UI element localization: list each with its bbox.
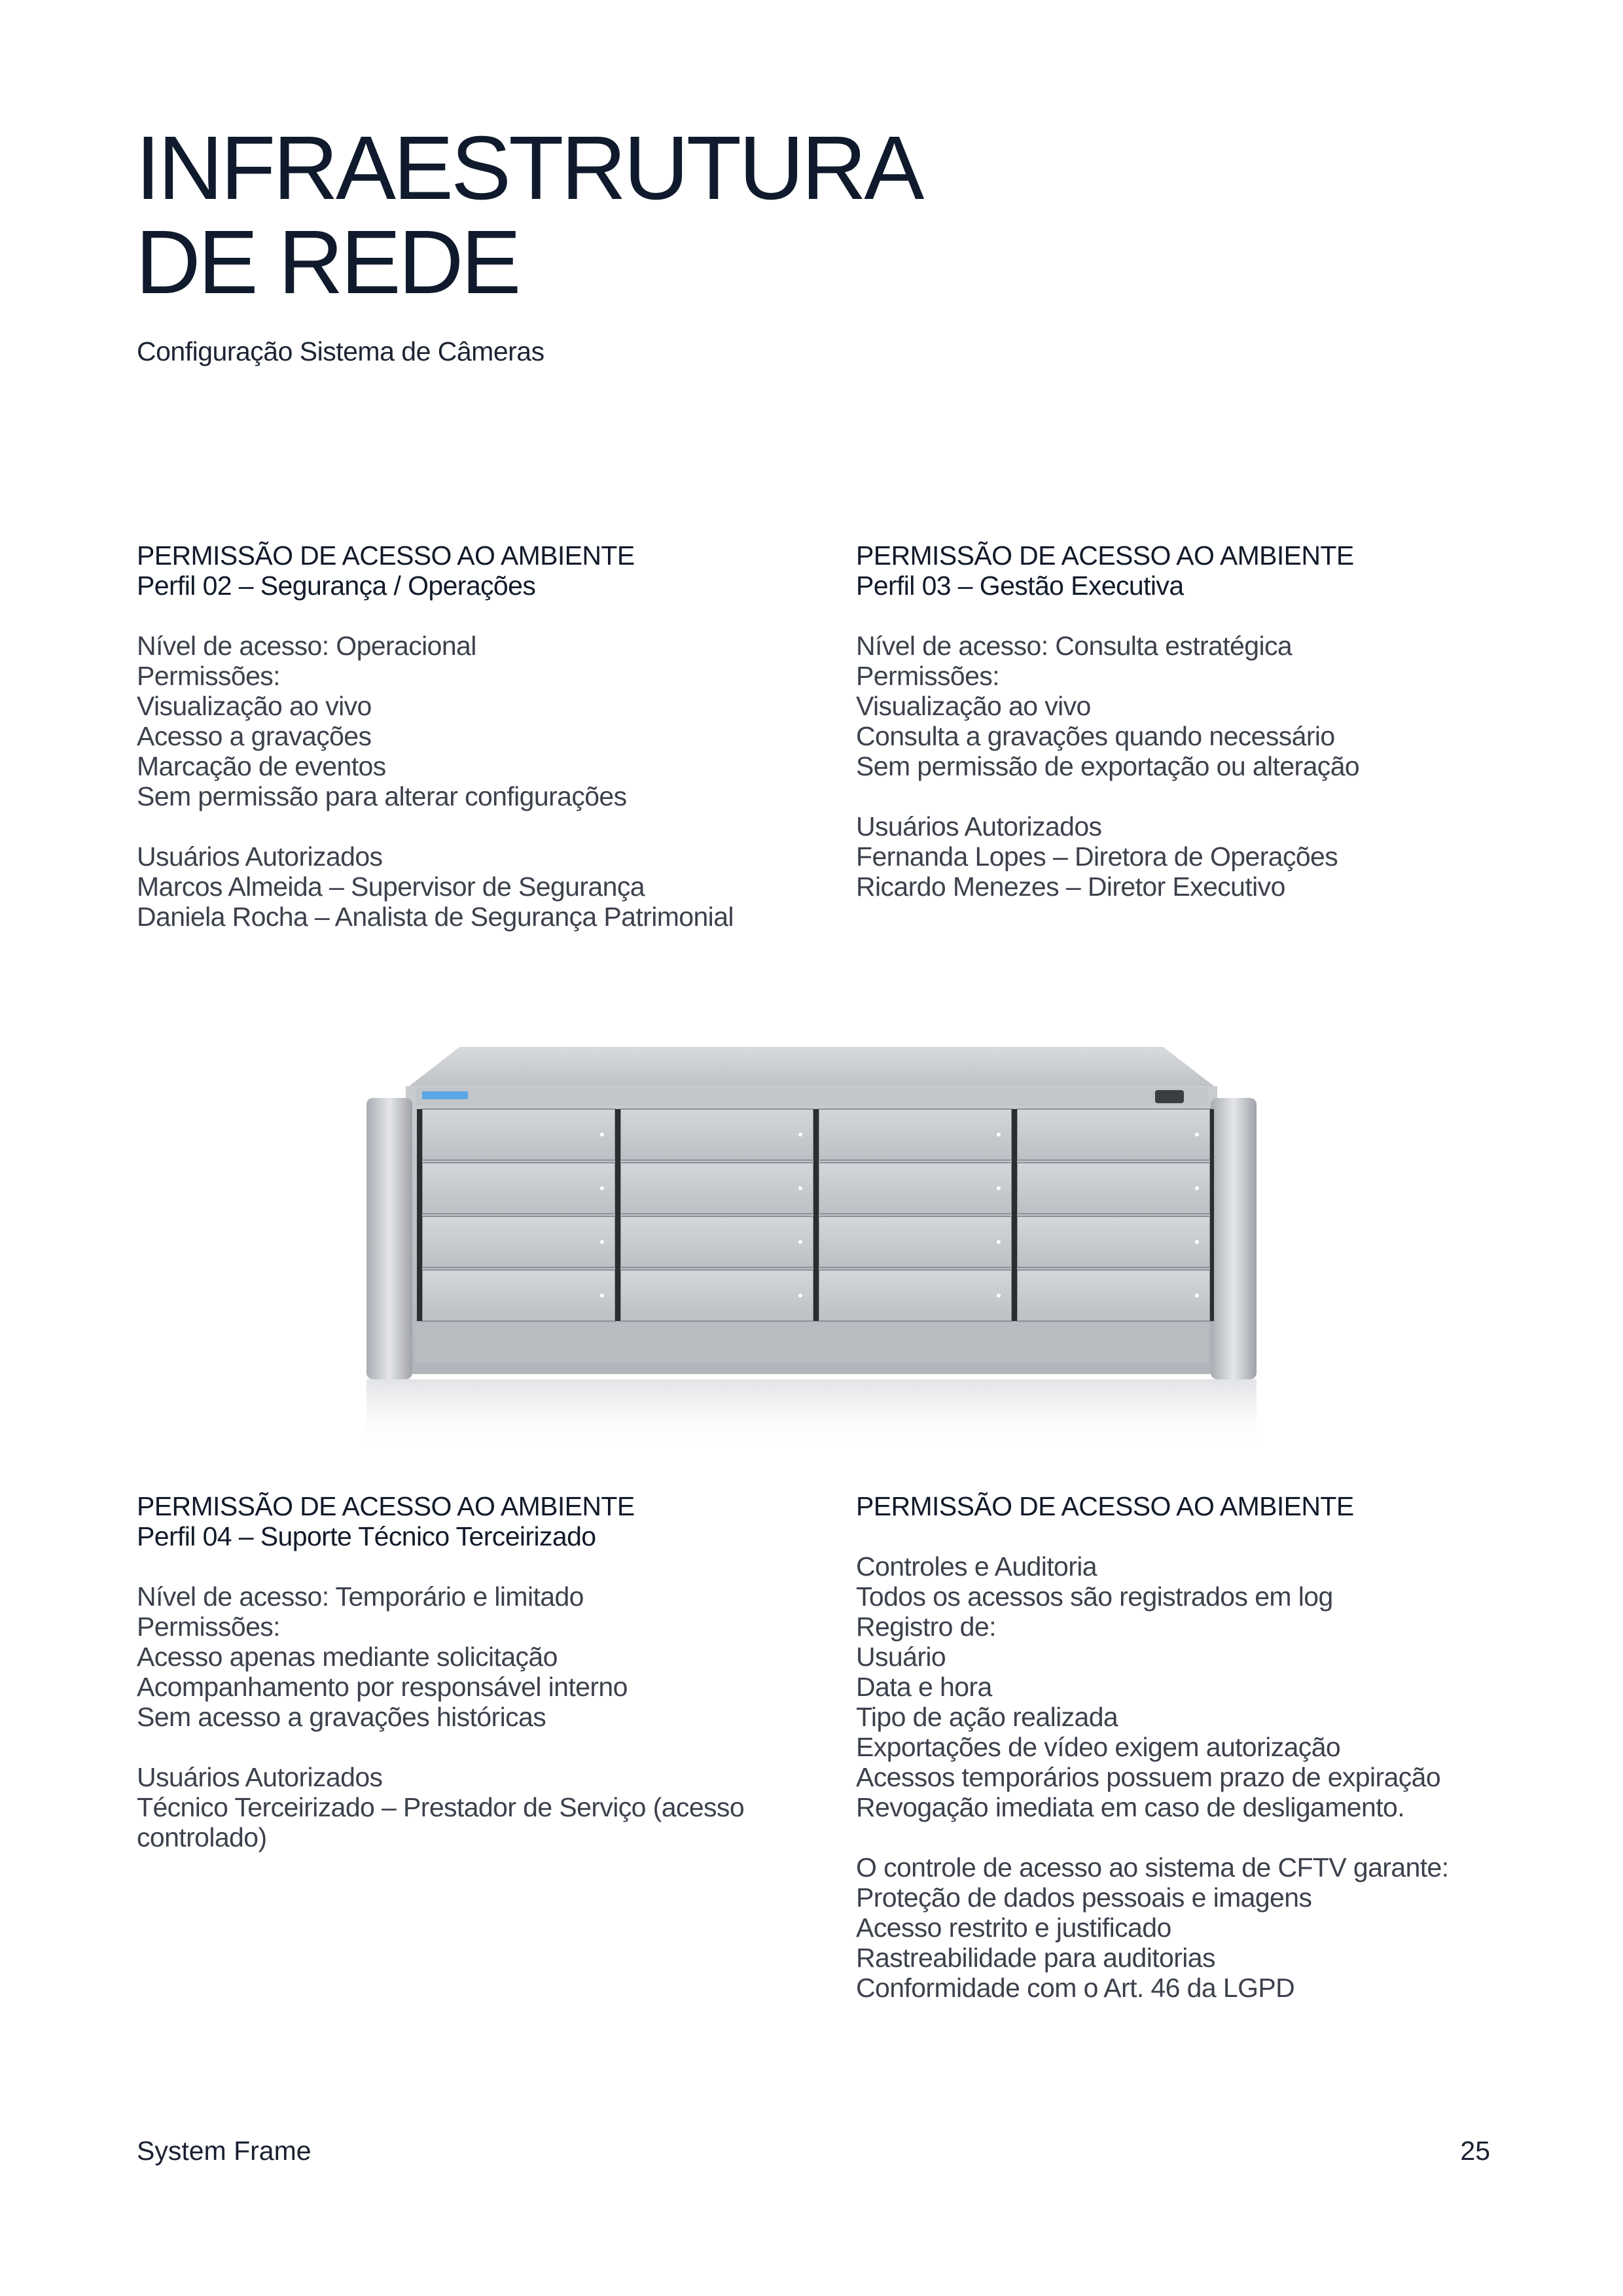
text-line: Permissões: (137, 1612, 280, 1642)
text-line: Acessos temporários possuem prazo de expiração (856, 1762, 1441, 1792)
text-line: controlado) (137, 1822, 267, 1852)
section-heading: PERMISSÃO DE ACESSO AO AMBIENTE (137, 540, 635, 571)
page-subtitle: Configuração Sistema de Câmeras (137, 336, 544, 366)
power-indicator (1155, 1090, 1184, 1103)
text-line: O controle de acesso ao sistema de CFTV garante: (856, 1852, 1449, 1882)
section-heading: PERMISSÃO DE ACESSO AO AMBIENTE (137, 1491, 635, 1521)
rack-server-image (353, 1047, 1270, 1453)
text-line: Técnico Terceirizado – Prestador de Serviço (acesso (137, 1792, 745, 1822)
text-line: Marcos Almeida – Supervisor de Segurança (137, 872, 645, 902)
text-line: Daniela Rocha – Analista de Segurança Patrimonial (137, 902, 734, 932)
profile-block-04 (137, 1491, 765, 1852)
floor-reflection (366, 1379, 1257, 1451)
brand-label (422, 1091, 468, 1099)
text-line: Nível de acesso: Temporário e limitado (137, 1581, 584, 1612)
text-line: Usuários Autorizados (137, 1762, 383, 1792)
text-line: Nível de acesso: Consulta estratégica (856, 631, 1293, 661)
rack-ear-right (1211, 1098, 1257, 1379)
text-line: Visualização ao vivo (137, 691, 372, 721)
text-line: Ricardo Menezes – Diretor Executivo (856, 872, 1285, 902)
rack-ear-left (366, 1098, 412, 1379)
text-line: Acesso restrito e justificado (856, 1913, 1171, 1943)
profile-block-02 (137, 540, 804, 932)
profile-block-03 (856, 540, 1510, 902)
text-line: Sem acesso a gravações históricas (137, 1702, 546, 1732)
text-line: Usuários Autorizados (856, 811, 1102, 841)
text-line: Marcação de eventos (137, 751, 386, 781)
text-line: Acompanhamento por responsável interno (137, 1672, 628, 1702)
section-heading: PERMISSÃO DE ACESSO AO AMBIENTE (856, 1491, 1354, 1521)
audit-block (856, 1491, 1510, 2003)
title-line-2: DE REDE (135, 212, 519, 313)
footer-brand: System Frame (137, 2136, 312, 2166)
text-line: Usuários Autorizados (137, 841, 383, 872)
text-line: Todos os acessos são registrados em log (856, 1581, 1333, 1612)
text-line: Sem permissão para alterar configurações (137, 781, 627, 811)
profile-name: Perfil 03 – Gestão Executiva (856, 571, 1184, 601)
text-line: Data e hora (856, 1672, 992, 1702)
text-line: Usuário (856, 1642, 946, 1672)
text-line: Acesso apenas mediante solicitação (137, 1642, 558, 1672)
text-line: Nível de acesso: Operacional (137, 631, 476, 661)
text-line: Acesso a gravações (137, 721, 372, 751)
section-heading: PERMISSÃO DE ACESSO AO AMBIENTE (856, 540, 1354, 571)
page-number: 25 (1460, 2136, 1490, 2166)
text-line: Sem permissão de exportação ou alteração (856, 751, 1360, 781)
profile-name: Perfil 04 – Suporte Técnico Terceirizado (137, 1521, 596, 1551)
text-line: Fernanda Lopes – Diretora de Operações (856, 841, 1338, 872)
text-line: Registro de: (856, 1612, 996, 1642)
text-line: Rastreabilidade para auditorias (856, 1943, 1215, 1973)
page-title (135, 118, 922, 313)
text-line: Permissões: (137, 661, 280, 691)
text-line: Conformidade com o Art. 46 da LGPD (856, 1973, 1295, 2003)
text-line: Visualização ao vivo (856, 691, 1091, 721)
title-line-1: INFRAESTRUTURA (135, 118, 922, 219)
text-line: Exportações de vídeo exigem autorização (856, 1732, 1341, 1762)
text-line: Tipo de ação realizada (856, 1702, 1118, 1732)
text-line: Permissões: (856, 661, 999, 691)
text-line: Revogação imediata em caso de desligamento. (856, 1792, 1404, 1822)
text-line: Consulta a gravações quando necessário (856, 721, 1335, 751)
text-line: Proteção de dados pessoais e imagens (856, 1882, 1312, 1913)
profile-name: Perfil 02 – Segurança / Operações (137, 571, 536, 601)
chassis-top (409, 1047, 1214, 1086)
text-line: Controles e Auditoria (856, 1551, 1097, 1581)
